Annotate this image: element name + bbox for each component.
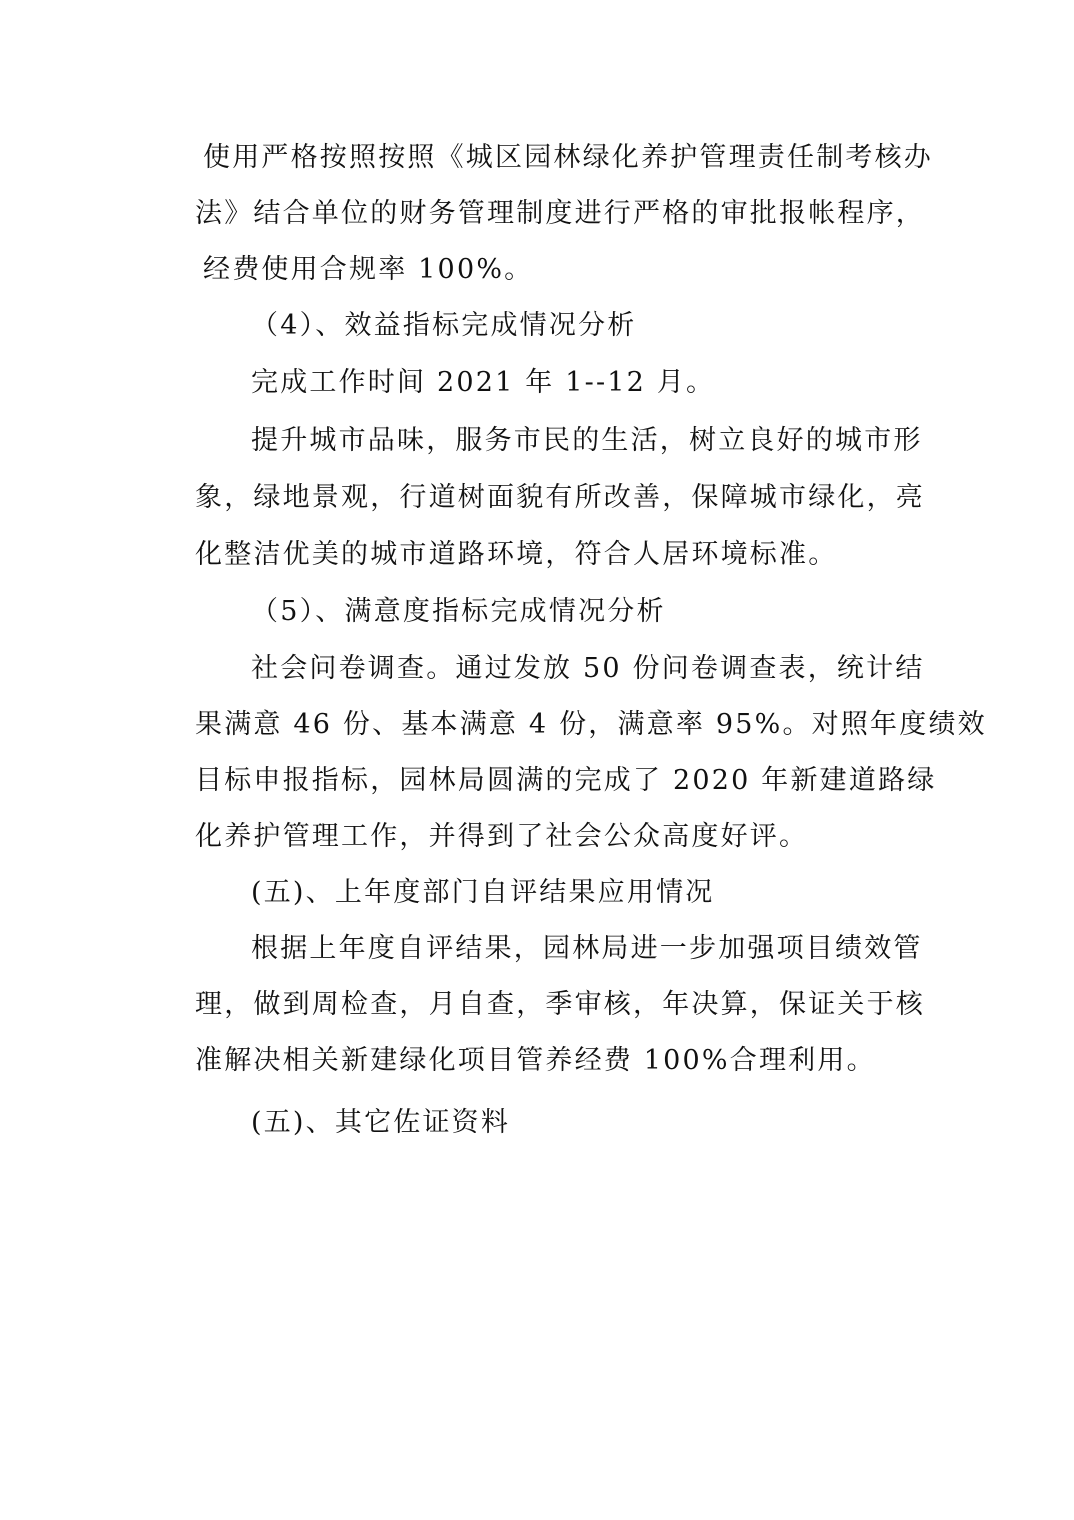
text-line-12: 目标申报指标，园林局圆满的完成了 2020 年新建道路绿 [195, 765, 937, 796]
section-heading-five-a: (五)、上年度部门自评结果应用情况 [251, 877, 715, 908]
text-line-11: 果满意 46 份、基本满意 4 份，满意率 95%。对照年度绩效 [195, 709, 987, 740]
text-line-8: 化整洁优美的城市道路环境，符合人居环境标准。 [195, 539, 838, 570]
text-line-5: 完成工作时间 2021 年 1--12 月。 [251, 367, 716, 398]
text-line-16: 理，做到周检查，月自查，季审核，年决算，保证关于核 [195, 989, 925, 1020]
text-line-13: 化养护管理工作，并得到了社会公众高度好评。 [195, 821, 809, 852]
text-line-17: 准解决相关新建绿化项目管养经费 100%合理利用。 [195, 1045, 876, 1076]
text-line-7: 象，绿地景观，行道树面貌有所改善，保障城市绿化，亮 [195, 482, 925, 513]
text-line-3: 经费使用合规率 100%。 [203, 254, 534, 285]
section-heading-4: （4）、效益指标完成情况分析 [251, 310, 637, 341]
text-line-1: 使用严格按照按照《城区园林绿化养护管理责任制考核办 [203, 142, 933, 173]
text-line-2: 法》结合单位的财务管理制度进行严格的审批报帐程序， [195, 198, 925, 229]
text-line-15: 根据上年度自评结果，园林局进一步加强项目绩效管 [251, 933, 923, 964]
section-heading-five-b: (五)、其它佐证资料 [251, 1107, 511, 1138]
section-heading-5: （5）、满意度指标完成情况分析 [251, 596, 666, 627]
text-line-6: 提升城市品味，服务市民的生活，树立良好的城市形 [251, 425, 923, 456]
text-line-10: 社会问卷调查。通过发放 50 份问卷调查表，统计结 [251, 653, 925, 684]
